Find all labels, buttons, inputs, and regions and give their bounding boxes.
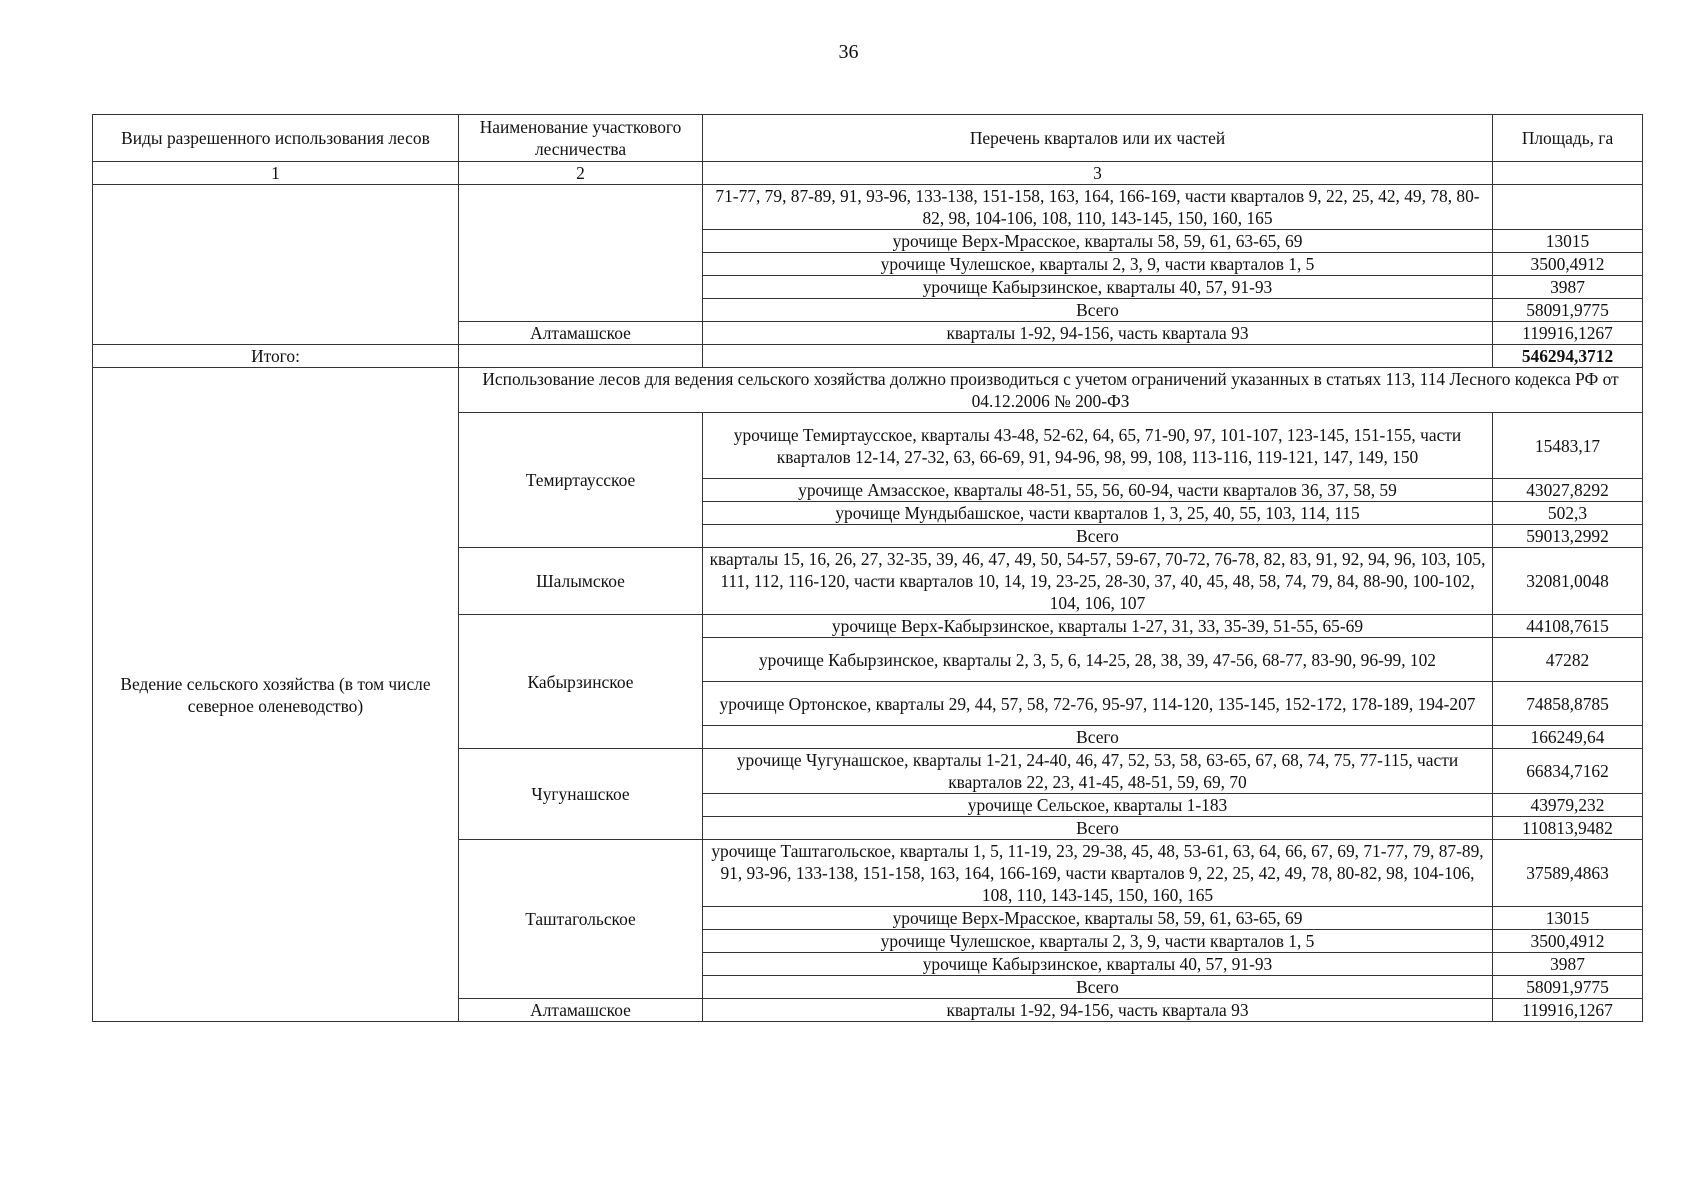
area-cell: 43027,8292 — [1493, 479, 1643, 502]
table-header-row — [93, 115, 1643, 162]
forestry-cell — [459, 345, 703, 368]
quarters-cell: кварталы 15, 16, 26, 27, 32-35, 39, 46, 47, 49, 50, 54-57, 59-67, 70-72, 76-78, 82, 83, 91, 92, 94, 96, 103, 105, 111, 112, 116-120, части кварталов 10, 14, 19, 23-25, 28-30, 37, 40, 45, 48, 58, 74, 79, 84, 88-90, 100-102, 104, 106, 107 — [703, 548, 1493, 615]
area-cell: 15483,17 — [1493, 413, 1643, 479]
area-cell: 44108,7615 — [1493, 615, 1643, 638]
forestry-name: Алтамашское — [459, 999, 703, 1022]
subtotal-area: 59013,2992 — [1493, 525, 1643, 548]
total-area: 546294,3712 — [1493, 345, 1643, 368]
use-type-cell — [93, 185, 459, 345]
subtotal-area: 58091,9775 — [1493, 299, 1643, 322]
area-cell: 3500,4912 — [1493, 253, 1643, 276]
column-number: 3 — [703, 162, 1493, 185]
subtotal-label: Всего — [703, 299, 1493, 322]
area-cell: 119916,1267 — [1493, 322, 1643, 345]
page-number: 36 — [838, 41, 859, 63]
header-use-type: Виды разрешенного использования лесов — [93, 115, 459, 162]
area-cell: 47282 — [1493, 638, 1643, 682]
quarters-cell: урочище Амзасское, кварталы 48-51, 55, 56, 60-94, части кварталов 36, 37, 58, 59 — [703, 479, 1493, 502]
quarters-cell: урочище Таштагольское, кварталы 1, 5, 11-19, 23, 29-38, 45, 48, 53-61, 63, 64, 66, 67, 69, 71-77, 79, 87-89, 91, 93-96, 133-138, 151-158, 163, 164, 166-169, части кварталов 9, 22, 25, 42, 49, 78, 80-82, 98, 104-106, 108, 110, 143-145, 150, 160, 165 — [703, 840, 1493, 907]
quarters-cell: урочище Кабырзинское, кварталы 40, 57, 91-93 — [703, 953, 1493, 976]
quarters-cell: урочище Чулешское, кварталы 2, 3, 9, части кварталов 1, 5 — [703, 930, 1493, 953]
subtotal-area: 110813,9482 — [1493, 817, 1643, 840]
quarters-cell: 71-77, 79, 87-89, 91, 93-96, 133-138, 151-158, 163, 164, 166-169, части кварталов 9, 22, 25, 42, 49, 78, 80-82, 98, 104-106, 108, 110, 143-145, 150, 160, 165 — [703, 185, 1493, 230]
subtotal-label: Всего — [703, 976, 1493, 999]
quarters-cell: кварталы 1-92, 94-156, часть квартала 93 — [703, 999, 1493, 1022]
area-cell: 502,3 — [1493, 502, 1643, 525]
column-number: 2 — [459, 162, 703, 185]
quarters-cell — [703, 345, 1493, 368]
area-cell — [1493, 185, 1643, 230]
area-cell: 3500,4912 — [1493, 930, 1643, 953]
quarters-cell: урочище Сельское, кварталы 1-183 — [703, 794, 1493, 817]
note-row — [93, 368, 1643, 413]
quarters-cell: урочище Верх-Кабырзинское, кварталы 1-27, 31, 33, 35-39, 51-55, 65-69 — [703, 615, 1493, 638]
forest-use-table — [92, 114, 1643, 1022]
forestry-name: Таштагольское — [459, 840, 703, 999]
quarters-cell: урочище Ортонское, кварталы 29, 44, 57, 58, 72-76, 95-97, 114-120, 135-145, 152-172, 178-189, 194-207 — [703, 682, 1493, 726]
quarters-cell: урочище Чугунашское, кварталы 1-21, 24-40, 46, 47, 52, 53, 58, 63-65, 67, 68, 74, 75, 77-115, части кварталов 22, 23, 41-45, 48-51, 59, 69, 70 — [703, 749, 1493, 794]
quarters-cell: урочище Темиртаусское, кварталы 43-48, 52-62, 64, 65, 71-90, 97, 101-107, 123-145, 151-155, части кварталов 12-14, 27-32, 63, 66-69, 91, 94-96, 98, 99, 108, 113-116, 119-121, 147, 149, 150 — [703, 413, 1493, 479]
area-cell: 74858,8785 — [1493, 682, 1643, 726]
table-row — [93, 185, 1643, 230]
quarters-cell: урочище Мундыбашское, части кварталов 1, 3, 25, 40, 55, 103, 114, 115 — [703, 502, 1493, 525]
column-number-row — [93, 162, 1643, 185]
forestry-name: Темиртаусское — [459, 413, 703, 548]
quarters-cell: урочище Кабырзинское, кварталы 2, 3, 5, 6, 14-25, 28, 38, 39, 47-56, 68-77, 83-90, 96-99, 102 — [703, 638, 1493, 682]
forestry-name: Алтамашское — [459, 322, 703, 345]
total-label: Итого: — [93, 345, 459, 368]
forestry-cell — [459, 185, 703, 322]
legal-note: Использование лесов для ведения сельского хозяйства должно производиться с учетом ограничений указанных в статьях 113, 114 Лесного кодекса РФ от 04.12.2006 № 200-ФЗ — [459, 368, 1643, 413]
area-cell: 13015 — [1493, 907, 1643, 930]
subtotal-label: Всего — [703, 817, 1493, 840]
quarters-cell: урочище Верх-Мрасское, кварталы 58, 59, 61, 63-65, 69 — [703, 907, 1493, 930]
column-number — [1493, 162, 1643, 185]
area-cell: 3987 — [1493, 953, 1643, 976]
subtotal-area: 166249,64 — [1493, 726, 1643, 749]
subtotal-label: Всего — [703, 726, 1493, 749]
use-type-agriculture: Ведение сельского хозяйства (в том числе северное оленеводство) — [93, 368, 459, 1022]
area-cell: 43979,232 — [1493, 794, 1643, 817]
subtotal-area: 58091,9775 — [1493, 976, 1643, 999]
header-area: Площадь, га — [1493, 115, 1643, 162]
subtotal-label: Всего — [703, 525, 1493, 548]
quarters-cell: урочище Кабырзинское, кварталы 40, 57, 91-93 — [703, 276, 1493, 299]
area-cell: 37589,4863 — [1493, 840, 1643, 907]
area-cell: 66834,7162 — [1493, 749, 1643, 794]
quarters-cell: кварталы 1-92, 94-156, часть квартала 93 — [703, 322, 1493, 345]
area-cell: 119916,1267 — [1493, 999, 1643, 1022]
area-cell: 3987 — [1493, 276, 1643, 299]
column-number: 1 — [93, 162, 459, 185]
header-forestry: Наименование участкового лесничества — [459, 115, 703, 162]
header-quarters: Перечень кварталов или их частей — [703, 115, 1493, 162]
total-row — [93, 345, 1643, 368]
area-cell: 32081,0048 — [1493, 548, 1643, 615]
forestry-name: Кабырзинское — [459, 615, 703, 749]
quarters-cell: урочище Чулешское, кварталы 2, 3, 9, части кварталов 1, 5 — [703, 253, 1493, 276]
area-cell: 13015 — [1493, 230, 1643, 253]
quarters-cell: урочище Верх-Мрасское, кварталы 58, 59, 61, 63-65, 69 — [703, 230, 1493, 253]
forestry-name: Чугунашское — [459, 749, 703, 840]
forestry-name: Шалымское — [459, 548, 703, 615]
